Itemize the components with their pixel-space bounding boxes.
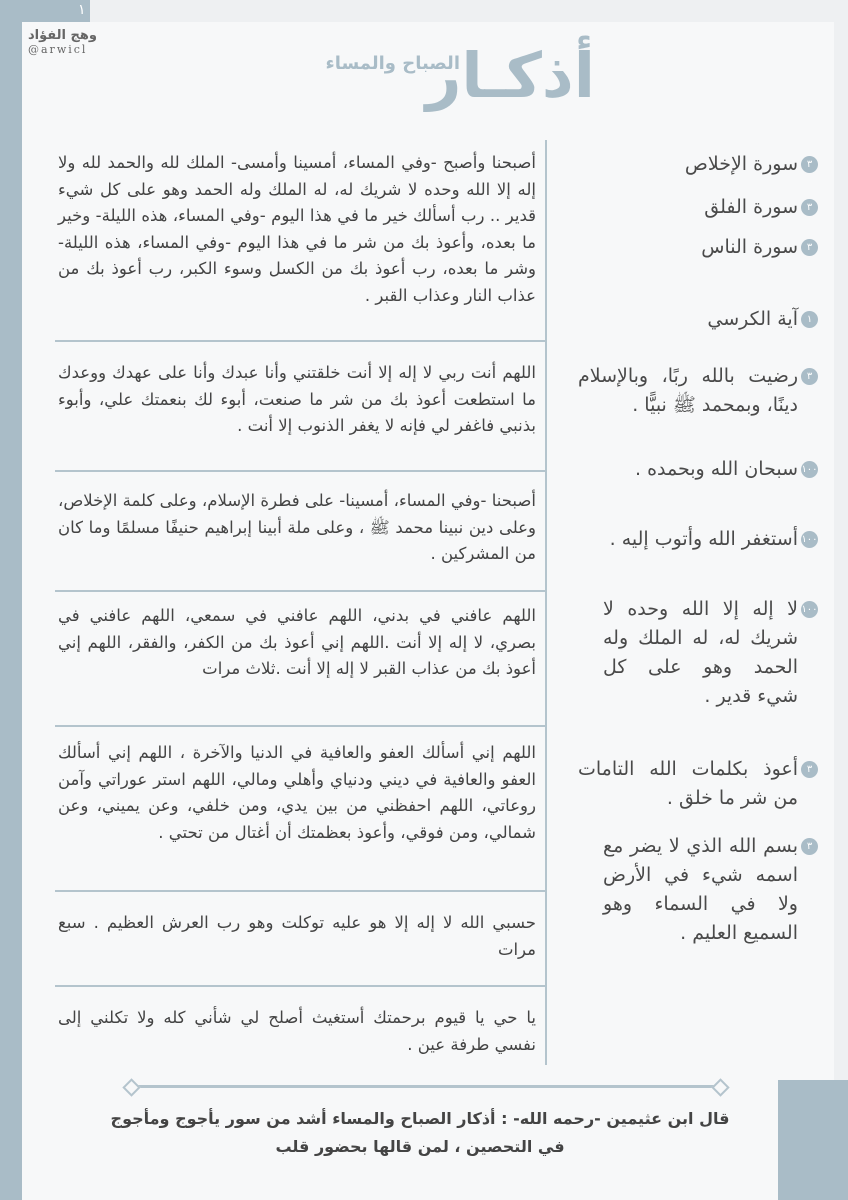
count-badge: ١٠٠ — [801, 461, 818, 478]
dhikr-section: حسبي الله لا إله إلا هو عليه توكلت وهو رب العرش العظيم . سبع مرات — [58, 913, 536, 959]
count-badge: ٣ — [801, 239, 818, 256]
dhikr-text: بسم الله الذي لا يضر مع اسمه شيء في الأرض ولا في السماء وهو السميع العليم . — [603, 835, 798, 944]
count-badge: ١ — [801, 311, 818, 328]
dhikr-item — [578, 193, 818, 222]
footer-quote: قال ابن عثيمين -رحمه الله- : أذكار الصباح والمساء أشد من سور يأجوج ومأجوج في التحصين ، لمن قالها بحضور قلب — [110, 1109, 730, 1156]
dhikr-text: سبحان الله وبحمده . — [634, 458, 798, 480]
brand-handle: @arwicl — [28, 43, 88, 56]
page-tab — [0, 0, 90, 22]
dhikr-item — [578, 233, 818, 262]
count-badge: ١٠٠ — [801, 601, 818, 618]
dhikr-text: أعوذ بكلمات الله التامات من شر ما خلق . — [578, 758, 798, 809]
count-badge: ٣ — [801, 761, 818, 778]
count-badge: ٣ — [801, 838, 818, 855]
count-badge: ٣ — [801, 368, 818, 385]
section-divider — [55, 470, 545, 472]
brand — [28, 28, 97, 56]
dhikr-item — [578, 455, 818, 484]
dhikr-text: سورة الناس — [701, 236, 798, 258]
dhikr-text: رضيت بالله ربًا، وبالإسلام دينًا، وبمحمد ﷺ نبيًّا . — [578, 365, 798, 416]
dhikr-section: أصبحنا -وفي المساء، أمسينا- على فطرة الإسلام، وعلى كلمة الإخلاص، وعلى دين نبينا محمد ﷺ ، وعلى ملة أبينا إبراهيم حنيفًا مسلمًا وما كان من المشركين . — [58, 491, 536, 563]
title-main: أذكـار — [425, 39, 595, 112]
count-badge: ٣ — [801, 199, 818, 216]
dhikr-section: اللهم أنت ربي لا إله إلا أنت خلقتني وأنا عبدك وأنا على عهدك ووعدك ما استطعت أعوذ بك من شر ما صنعت، أبوء لك بنعمتك علي، وأبوء بذنبي فاغفر لي فإنه لا يغفر الذنوب إلا أنت . — [58, 363, 536, 435]
dhikr-item — [578, 525, 818, 554]
dhikr-section: يا حي يا قيوم برحمتك أستغيث أصلح لي شأني كله ولا تكلني إلى نفسي طرفة عين . — [58, 1008, 536, 1054]
section-divider — [55, 590, 545, 592]
column-divider — [545, 140, 547, 1065]
title-sub: الصباح والمساء — [325, 53, 460, 74]
dhikr-text: آية الكرسي — [707, 308, 798, 330]
dhikr-item — [578, 305, 818, 334]
count-badge: ٣ — [801, 156, 818, 173]
dhikr-item — [578, 755, 818, 813]
dhikr-item — [603, 595, 818, 711]
dhikr-item — [578, 150, 818, 179]
decorative-corner — [778, 1080, 848, 1200]
dhikr-item — [578, 362, 818, 420]
dhikr-section: اللهم إني أسألك العفو والعافية في الدنيا والآخرة ، اللهم إني أسألك العفو والعافية في ديني ودنياي وأهلي ومالي، اللهم استر عوراتي وآمن روعاتي، اللهم احفظني من بين يدي، ومن خلفي، وعن يميني، وعن شمالي، ومن فوقي، وأعوذ بعظمتك أن أغتال من تحتي . — [58, 743, 536, 842]
section-divider — [55, 890, 545, 892]
dhikr-section: أصبحنا وأصبح -وفي المساء، أمسينا وأمسى- الملك لله والحمد لله ولا إله إلا الله وحده لا شريك له، له الملك وله الحمد وهو على كل شيء قدير .. رب أسألك خير ما في هذا اليوم -وفي المساء، هذه الليلة- وخير ما بعده، وأعوذ بك من شر ما في هذا اليوم -وفي المساء، هذه الليلة- وشر ما بعده، رب أعوذ بك من الكسل وسوء الكبر، رب أعوذ بك من عذاب النار وعذاب القبر . — [58, 153, 536, 305]
dhikr-text: لا إله إلا الله وحده لا شريك له، له الملك وله الحمد وهو على كل شيء قدير . — [603, 598, 798, 707]
page-number: ١ — [78, 2, 86, 18]
dhikr-text: سورة الإخلاص — [684, 153, 798, 175]
section-divider — [55, 725, 545, 727]
dhikr-section: اللهم عافني في بدني، اللهم عافني في سمعي، اللهم عافني في بصري، لا إله إلا أنت .اللهم إني أعوذ بك من الكفر، والفقر، اللهم إني أعوذ بك من عذاب القبر لا إله إلا أنت .ثلاث مرات — [58, 606, 536, 678]
footer-divider — [130, 1085, 720, 1088]
decorative-strip — [0, 22, 22, 1200]
brand-name: وهج الفؤاد — [28, 28, 97, 43]
section-divider — [55, 985, 545, 987]
dhikr-text: سورة الفلق — [704, 196, 798, 218]
dhikr-text: أستغفر الله وأتوب إليه . — [609, 528, 798, 550]
page-title — [265, 39, 595, 120]
dhikr-item — [603, 832, 818, 948]
section-divider — [55, 340, 545, 342]
count-badge: ١٠٠ — [801, 531, 818, 548]
